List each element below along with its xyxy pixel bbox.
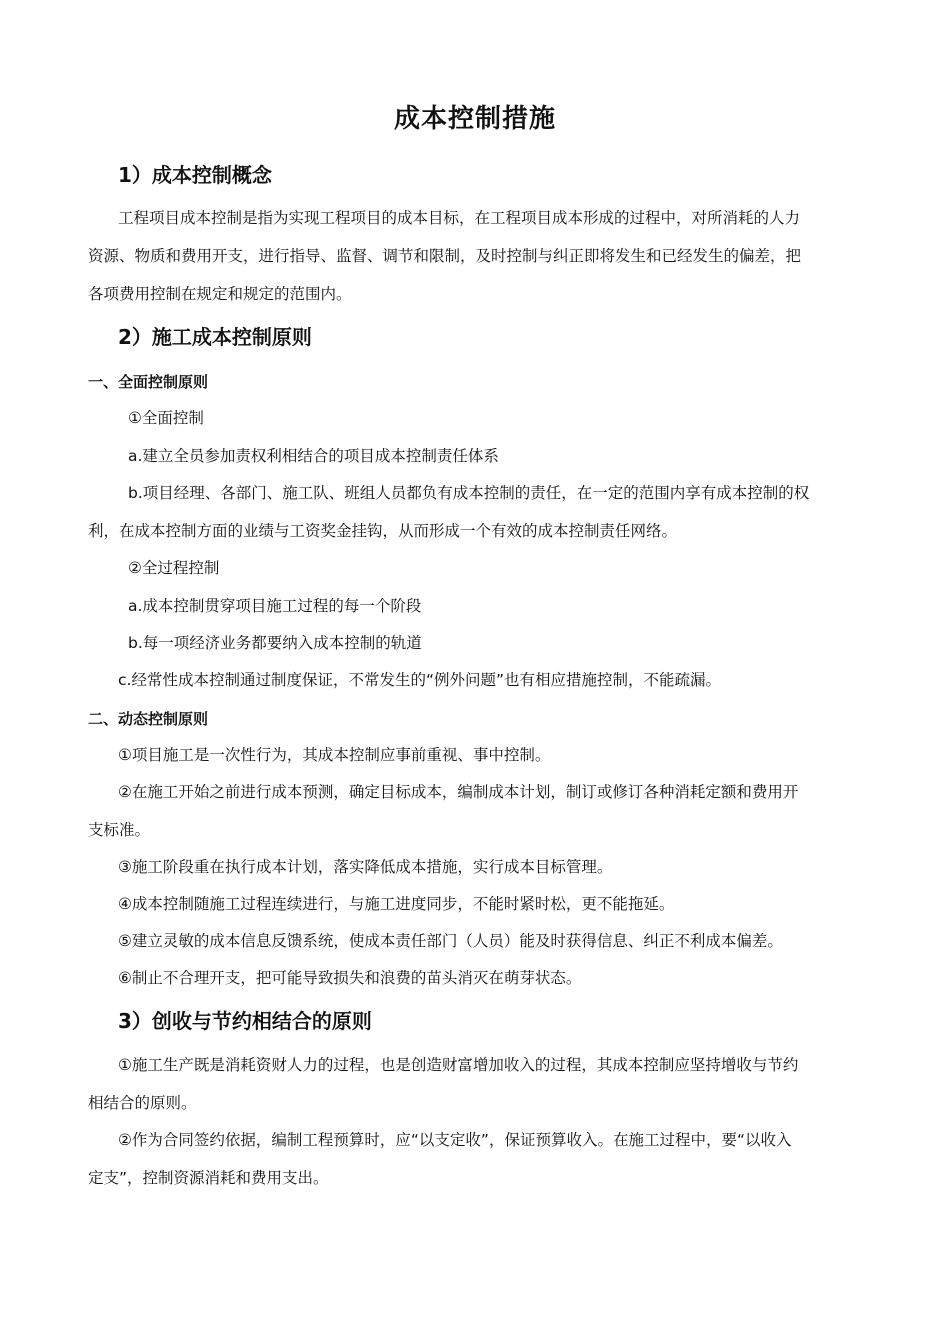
list-item: c.经常性成本控制通过制度保证，不常发生的“例外问题”也有相应措施控制，不能疏漏。 bbox=[118, 671, 722, 689]
list-item: ⑥制止不合理开支，把可能导致损失和浪费的苗头消灭在萌芽状态。 bbox=[118, 969, 582, 987]
list-item: ②全过程控制 bbox=[128, 559, 220, 577]
paragraph-line: ①施工生产既是消耗资财人力的过程，也是创造财富增加收入的过程，其成本控制应坚持增收与节约 bbox=[118, 1056, 799, 1074]
list-item: a.建立全员参加责权利相结合的项目成本控制责任体系 bbox=[128, 447, 499, 465]
subsection-heading: 一、全面控制原则 bbox=[88, 373, 209, 391]
paragraph-line: 资源、物质和费用开支，进行指导、监督、调节和限制，及时控制与纠正即将发生和已经发生的偏差，把 bbox=[88, 247, 802, 265]
list-item: ①全面控制 bbox=[128, 409, 204, 427]
paragraph-line: 工程项目成本控制是指为实现工程项目的成本目标，在工程项目成本形成的过程中，对所消耗的人力 bbox=[118, 209, 801, 227]
list-item: b.项目经理、各部门、施工队、班组人员都负有成本控制的责任，在一定的范围内享有成本控制的权 bbox=[128, 484, 810, 502]
list-item: 支标准。 bbox=[88, 821, 151, 839]
paragraph-line: 各项费用控制在规定和规定的范围内。 bbox=[88, 285, 352, 303]
list-item: 利，在成本控制方面的业绩与工资奖金挂钩，从而形成一个有效的成本控制责任网络。 bbox=[88, 522, 678, 540]
list-item: b.每一项经济业务都要纳入成本控制的轨道 bbox=[128, 634, 422, 652]
subsection-heading: 二、动态控制原则 bbox=[88, 710, 209, 728]
section-heading-3: 3）创收与节约相结合的原则 bbox=[118, 1009, 372, 1033]
section-heading-2: 2）施工成本控制原则 bbox=[118, 325, 312, 349]
list-item: ②在施工开始之前进行成本预测，确定目标成本，编制成本计划，制订或修订各种消耗定额和费用开 bbox=[118, 783, 799, 801]
section-heading-1: 1）成本控制概念 bbox=[118, 163, 272, 187]
list-item: ⑤建立灵敏的成本信息反馈系统，使成本责任部门（人员）能及时获得信息、纠正不利成本偏差。 bbox=[118, 932, 783, 950]
paragraph-line: 定支”，控制资源消耗和费用支出。 bbox=[88, 1169, 329, 1187]
document-title: 成本控制措施 bbox=[393, 104, 556, 134]
paragraph-line: ②作为合同签约依据，编制工程预算时，应“以支定收”，保证预算收入。在施工过程中，要“以收入 bbox=[118, 1131, 792, 1149]
paragraph-line: 相结合的原则。 bbox=[88, 1094, 197, 1112]
list-item: a.成本控制贯穿项目施工过程的每一个阶段 bbox=[128, 597, 422, 615]
list-item: ④成本控制随施工过程连续进行，与施工进度同步，不能时紧时松，更不能拖延。 bbox=[118, 895, 675, 913]
list-item: ③施工阶段重在执行成本计划，落实降低成本措施，实行成本目标管理。 bbox=[118, 858, 613, 876]
list-item: ①项目施工是一次性行为，其成本控制应事前重视、事中控制。 bbox=[118, 746, 551, 764]
